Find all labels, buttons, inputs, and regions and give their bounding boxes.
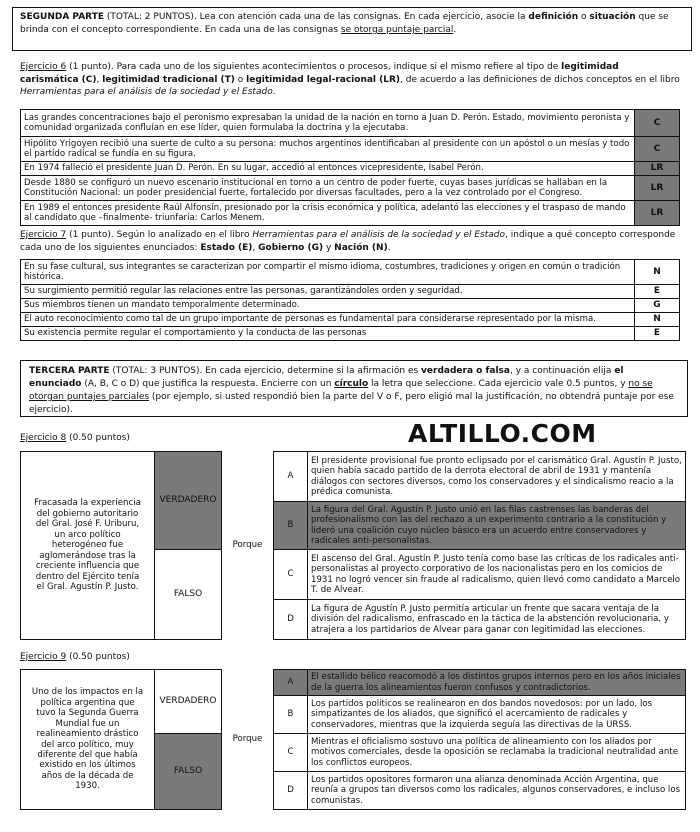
section-3-header: TERCERA PARTE (TOTAL: 3 PUNTOS). En cada ejercicio, determine si la afirmación es verdadera o falsa, y a continuación elija el enunciado (A, B, C o D) que justifica la respuesta. Encierre con un círculo la letra que seleccione. Cada ejercicio vale 0.5 puntos, y no se otorgan puntajes parciales (por ejemplo, si usted respondió bien la parte del V o F, pero eligió mal la justificación, no obtendrá puntaje por ese ejercicio). bbox=[20, 360, 688, 417]
answer-cell: E bbox=[635, 285, 680, 299]
table-row bbox=[21, 670, 686, 696]
option-letter-d[interactable]: D bbox=[274, 600, 308, 640]
table-row bbox=[21, 260, 680, 285]
table-row bbox=[21, 285, 680, 299]
exercise-9-label: Ejercicio 9 bbox=[20, 652, 67, 662]
section-3-title: TERCERA PARTE bbox=[29, 366, 110, 376]
statement-cell: Fracasada la experiencia del gobierno autoritario del Gral. José F. Uriburu, un arco político heterogéneo fue aglomerándose tras la creciente influencia que dentro del Ejército tenía el Gral. Agustín P. Justo. bbox=[21, 452, 155, 640]
statement-cell: En 1974 falleció el presidente Juan D. Perón. En su lugar, accedió al entonces vicepresidente, Isabel Perón. bbox=[21, 162, 635, 176]
altillo-watermark: ALTILLO.COM bbox=[408, 419, 597, 448]
exercise-6-label: Ejercicio 6 bbox=[20, 62, 67, 72]
statement-cell: Las grandes concentraciones bajo el peronismo expresaban la unidad de la nación en torno a Juan D. Perón. Estado, movimiento peronista y comunidad organizada confluían en ese líder, quien formulaba la doctrina y la ejecutaba. bbox=[21, 110, 635, 137]
table-row bbox=[21, 327, 680, 341]
exercise-9-heading: Ejercicio 9 (0.50 puntos) bbox=[20, 652, 130, 662]
answer-cell: C bbox=[635, 110, 680, 137]
option-letter-d[interactable]: D bbox=[274, 772, 308, 810]
option-text: La figura de Agustín P. Justo permitía articular un frente que sacara ventaja de la división del radicalismo, enfrascado en la táctica de la abstención revolucionaria, y atrajera a los partidarios de Alvear para ganar con legitimidad las elecciones. bbox=[308, 600, 686, 640]
exercise-7-instructions: Ejercicio 7 (1 punto). Según lo analizado en el libro Herramientas para el análisis de la sociedad y el Estado, indique a qué concepto corresponde cada uno de los siguientes enunciados: Estado (E), Gobierno (G) y Nación (N). bbox=[20, 230, 676, 253]
option-letter-b[interactable]: B bbox=[274, 502, 308, 550]
exercise-8-heading: Ejercicio 8 (0.50 puntos) bbox=[20, 433, 130, 443]
answer-cell: G bbox=[635, 299, 680, 313]
section-2-header: SEGUNDA PARTE (TOTAL: 2 PUNTOS). Lea con atención cada una de las consignas. En cada ejercicio, asocie la definición o situación que se brinda con el concepto correspondiente. En cada una de las consignas se otorga puntaje parcial. bbox=[12, 7, 692, 51]
table-row bbox=[21, 299, 680, 313]
exercise-6-table bbox=[20, 109, 680, 226]
exercise-9-table bbox=[20, 669, 686, 810]
statement-cell: Desde 1880 se configuró un nuevo escenario institucional en torno a un centro de poder fuerte, cuyas bases jurídicas se hallaban en la Constitución Nacional: un poder presidencial fuerte, fortalecido por diversas facultades, pero a la vez controlado por el Congreso. bbox=[21, 176, 635, 201]
option-letter-a[interactable]: A bbox=[274, 670, 308, 696]
answer-cell: N bbox=[635, 260, 680, 285]
exercise-6-instructions: Ejercicio 6 (1 punto). Para cada uno de los siguientes acontecimientos o procesos, indique si el mismo refiere al tipo de legitimidad carismática (C), legitimidad tradicional (T) o legitimidad legal-racional (LR), de acuerdo a las definiciones de dichos conceptos en el libro Herramientas para el análisis de la sociedad y el Estado. bbox=[20, 62, 680, 98]
because-label: Porque bbox=[222, 670, 274, 810]
exercise-8-label: Ejercicio 8 bbox=[20, 433, 67, 443]
answer-cell: N bbox=[635, 313, 680, 327]
option-text: El presidente provisional fue pronto eclipsado por el carismático Gral. Agustín P. Justo, quien había sacado partido de la derrota electoral de abril de 1931 y mantenía diálogos con sectores diversos, como los conservadores y el sindicalismo reacio a la prédica comunista. bbox=[308, 452, 686, 502]
statement-cell: El auto reconocimiento como tal de un grupo importante de personas es fundamental para considerarse representado por la misma. bbox=[21, 313, 635, 327]
option-text: El ascenso del Gral. Agustín P. Justo tenía como base las críticas de los radicales anti-personalistas al proyecto corporativo de los nacionalistas pero en los comicios de 1931 no logró vencer sin fraude al radicalismo, quien llevó como candidato a Marcelo T. de Alvear. bbox=[308, 550, 686, 600]
because-label: Porque bbox=[222, 452, 274, 640]
table-row bbox=[21, 176, 680, 201]
answer-cell: LR bbox=[635, 162, 680, 176]
statement-cell: En 1989 el entonces presidente Raúl Alfonsín, presionado por la crisis económica y política, adelantó las elecciones y el traspaso de mando al candidato que –finalmente- triunfaría: Carlos Menem. bbox=[21, 201, 635, 226]
option-letter-c[interactable]: C bbox=[274, 550, 308, 600]
option-text: El estallido bélico reacomodó a los distintos grupos internos pero en los años iniciales de la guerra los alineamientos fueron confusos y contradictorios. bbox=[308, 670, 686, 696]
exercise-8-table bbox=[20, 451, 686, 640]
option-letter-a[interactable]: A bbox=[274, 452, 308, 502]
section-2-title: SEGUNDA PARTE bbox=[20, 12, 104, 22]
table-row bbox=[21, 110, 680, 137]
answer-cell: LR bbox=[635, 176, 680, 201]
answer-cell: LR bbox=[635, 201, 680, 226]
exercise-7-label: Ejercicio 7 bbox=[20, 230, 67, 240]
option-text: Los partidos opositores formaron una alianza denominada Acción Argentina, que reunía a grupos tan diversos como los radicales, algunos conservadores, e incluso los comunistas. bbox=[308, 772, 686, 810]
statement-cell: Su surgimiento permitió regular las relaciones entre las personas, garantizándoles orden y seguridad. bbox=[21, 285, 635, 299]
table-row bbox=[21, 201, 680, 226]
true-option[interactable]: VERDADERO bbox=[155, 452, 222, 550]
true-option[interactable]: VERDADERO bbox=[155, 670, 222, 734]
false-option[interactable]: FALSO bbox=[155, 550, 222, 640]
option-text: Mientras el oficialismo sostuvo una política de alineamiento con los aliados por motivos comerciales, desde la oposición se reclamaba la tradicional neutralidad ante los conflictos europeos. bbox=[308, 734, 686, 772]
false-option[interactable]: FALSO bbox=[155, 734, 222, 810]
statement-cell: Hipólito Yrigoyen recibió una suerte de culto a su persona: muchos argentinos identificaban al presidente con un apóstol o un mesías y todo el partido radical se fundía en su figura. bbox=[21, 137, 635, 162]
option-text: Los partidos políticos se realinearon en dos bandos novedosos: por un lado, los simpatizantes de los aliados, que significó el acercamiento de radicales y conservadores, mientras que la izquierda seguía las directivas de la URSS. bbox=[308, 696, 686, 734]
answer-cell: C bbox=[635, 137, 680, 162]
option-letter-c[interactable]: C bbox=[274, 734, 308, 772]
statement-cell: Uno de los impactos en la política argentina que tuvo la Segunda Guerra Mundial fue un realineamiento drástico del arco político, muy diferente del que había existido en los últimos años de la década de 1930. bbox=[21, 670, 155, 810]
answer-cell: E bbox=[635, 327, 680, 341]
option-letter-b[interactable]: B bbox=[274, 696, 308, 734]
statement-cell: Sus miembros tienen un mandato temporalmente determinado. bbox=[21, 299, 635, 313]
statement-cell: En su fase cultural, sus integrantes se caracterizan por compartir el mismo idioma, costumbres, tradiciones y origen en común o tradición histórica. bbox=[21, 260, 635, 285]
table-row bbox=[21, 452, 686, 502]
statement-cell: Su existencia permite regular el comportamiento y la conducta de las personas bbox=[21, 327, 635, 341]
table-row bbox=[21, 137, 680, 162]
table-row bbox=[21, 313, 680, 327]
table-row bbox=[21, 162, 680, 176]
exercise-7-table bbox=[20, 259, 680, 341]
option-text: La figura del Gral. Agustín P. Justo unió en las filas castrenses las banderas del profesionalismo con las del rechazo a un experimento contrario a la constitución y lideró una coalición cuyo núcleo básico era un acuerdo entre conservadores y radicales anti-personalistas. bbox=[308, 502, 686, 550]
